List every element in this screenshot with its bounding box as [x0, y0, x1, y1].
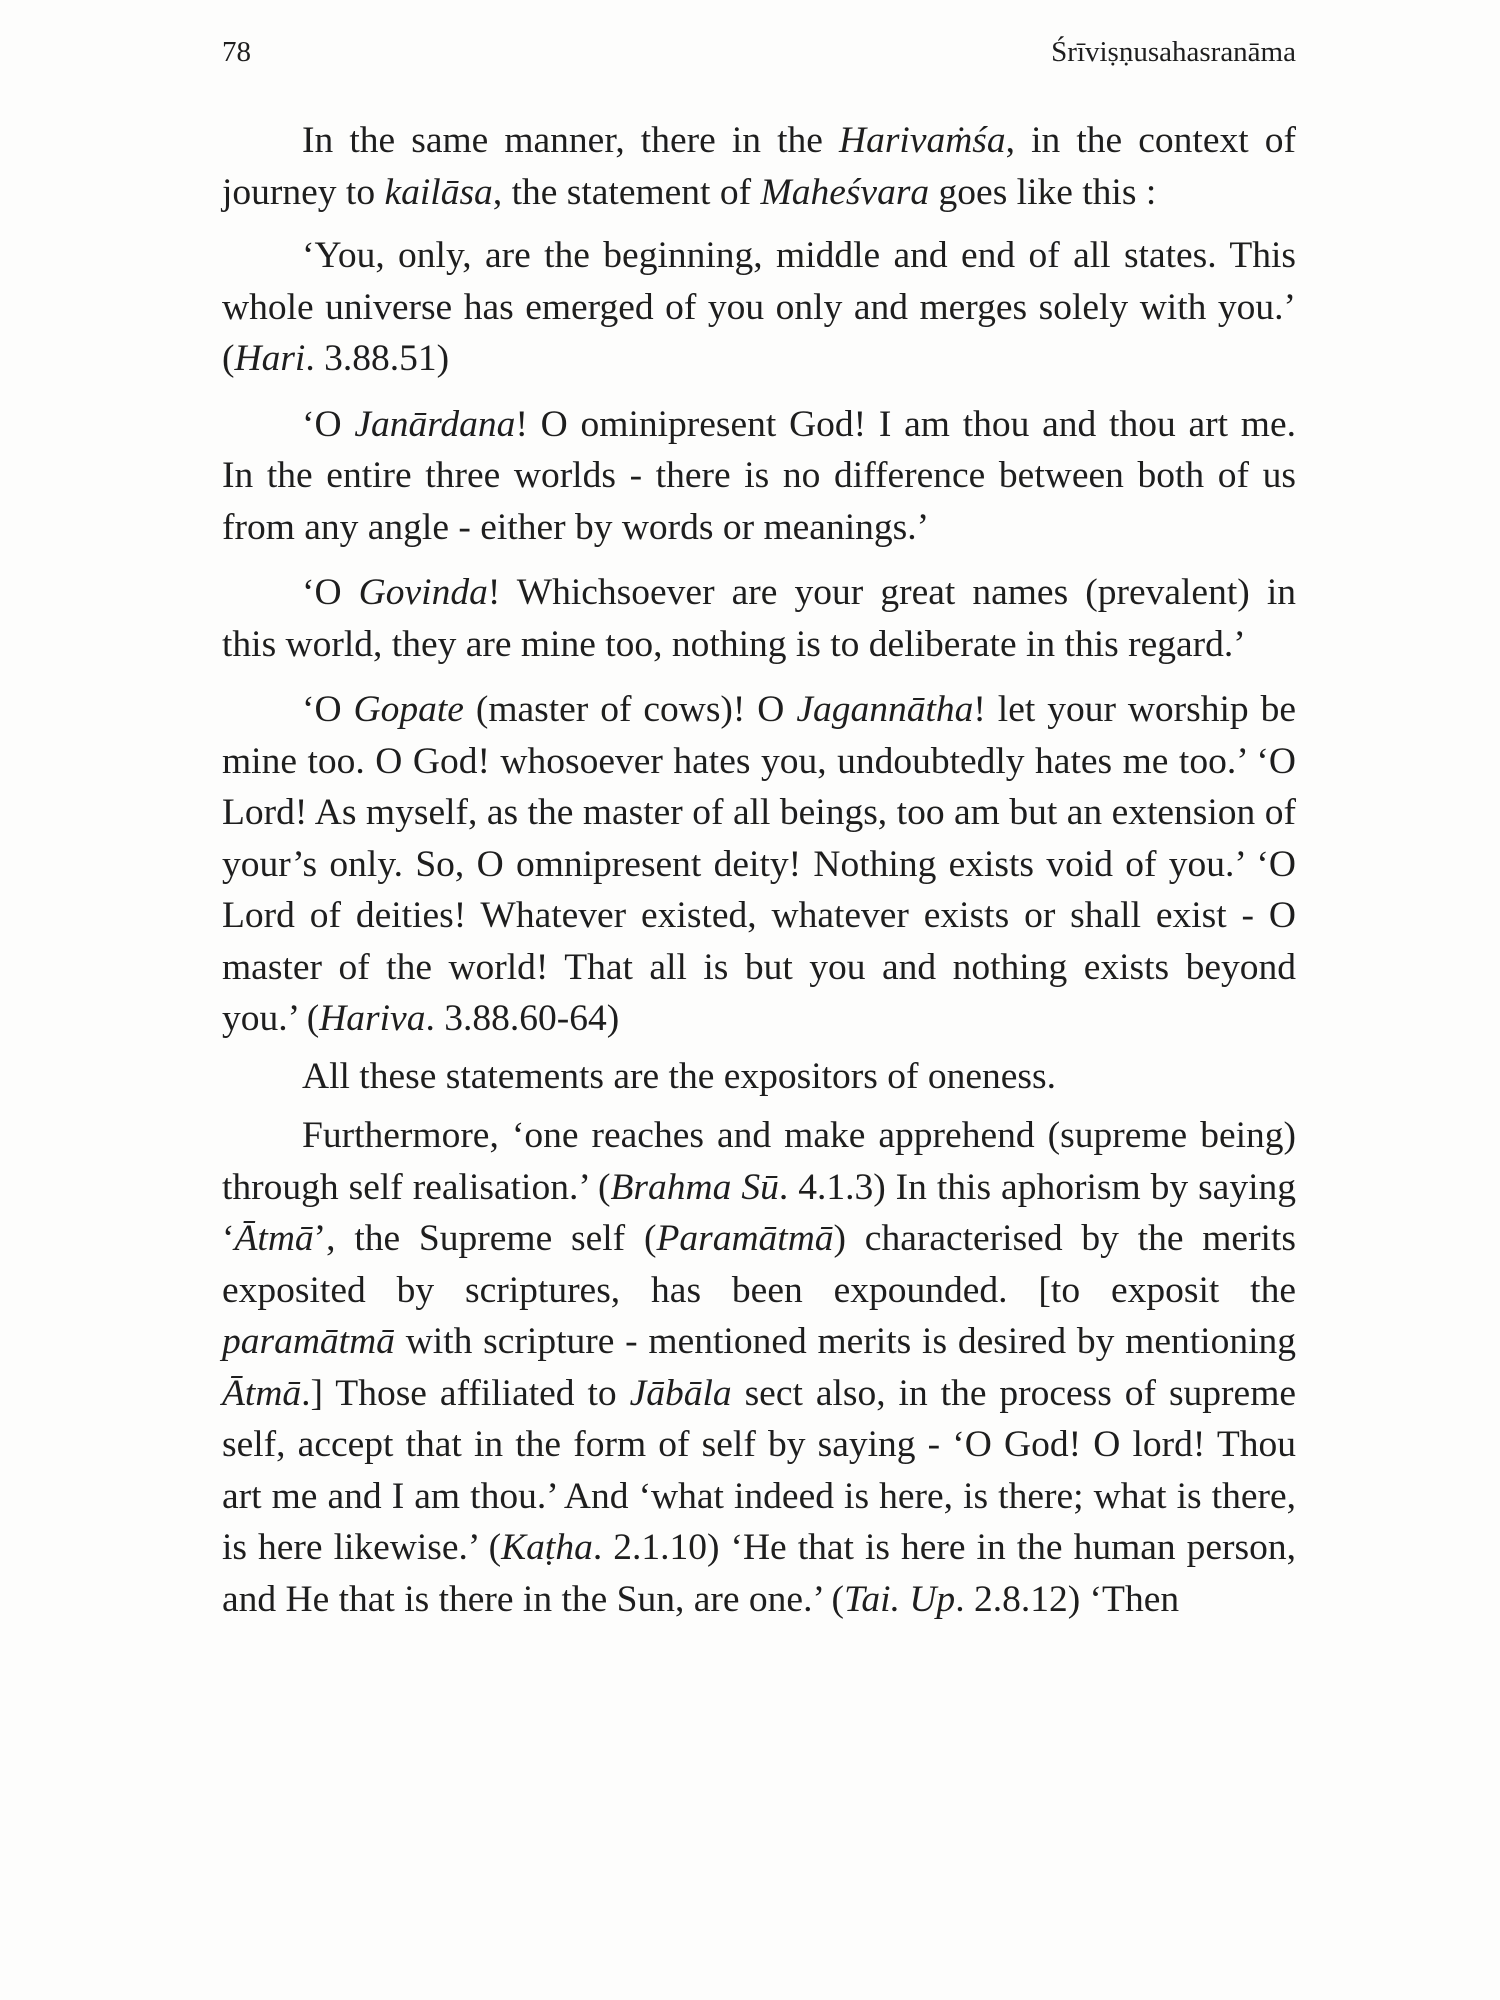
italic-term: paramātmā [222, 1321, 395, 1362]
italic-term: Ātmā [234, 1218, 314, 1259]
text-run: . 3.88.60-64) [425, 998, 620, 1039]
text-run: . 2.1.10) ‘He that is here in the human person, and He that is there in the Sun, are one.’ ( [222, 1527, 1296, 1620]
italic-term: Janārdana [354, 403, 516, 445]
text-run: . 3.88.51) [305, 338, 450, 379]
paragraph [222, 115, 1296, 218]
italic-term: Ātmā [222, 1372, 302, 1414]
italic-term: kailāsa [384, 171, 493, 213]
paragraph [222, 567, 1296, 670]
italic-term: Jābāla [629, 1372, 732, 1414]
paragraph [222, 684, 1296, 1045]
italic-term: Govinda [358, 572, 488, 613]
page-header [222, 36, 1296, 76]
text-run: In the same manner, there in the [302, 120, 839, 161]
italic-term: Brahma Sū [610, 1166, 779, 1208]
running-title: Śrīviṣṇusahasranāma [1051, 36, 1296, 68]
text-run: ! Whichsoever are your great names (prevalent) in this world, they are mine too, nothing is to deliberate in this regard.’ [222, 572, 1296, 665]
text-run: . 4.1.3) In this aphorism by saying ‘ [222, 1166, 1296, 1259]
italic-term: Hari [234, 338, 306, 379]
italic-term: Jagannātha [796, 689, 974, 730]
paragraph [222, 399, 1296, 554]
italic-term: Hariva [319, 998, 426, 1039]
text-run: ’, the Supreme self ( [313, 1218, 657, 1259]
text-run: ‘O [302, 403, 355, 445]
text-run: goes like this : [929, 171, 1157, 213]
italic-term: Harivaṁśa [838, 120, 1006, 161]
italic-term: Paramātmā [656, 1218, 834, 1259]
paragraph [222, 230, 1296, 385]
text-run: with scripture - mentioned merits is desired by mentioning [394, 1321, 1296, 1362]
text-run: (master of cows)! O [463, 689, 797, 730]
body-text [222, 115, 1296, 1637]
text-run: ! let your worship be mine too. O God! whosoever hates you, undoubtedly hates me too.’ ‘O Lord! As myself, as the master of all beings, too am but an extension of your’s only. So, O omnipresent deity! Nothing exists void of you.’ ‘O Lord of deities! Whatever existed, whatever exists or shall exist - O master of the world! That all is but you and nothing exists beyond you.’ ( [222, 689, 1296, 1039]
text-run: ‘O [302, 689, 354, 730]
text-run: , in the context of journey to [222, 120, 1296, 213]
text-run: sect also, in the process of supreme self, accept that in the form of self by saying - ‘O God! O lord! Thou art me and I am thou.’ And ‘what indeed is here, is there; what is there, is here likewise.’ ( [222, 1372, 1297, 1568]
text-run: ) characterised by the merits exposited by scriptures, has been expounded. [to exposit the [222, 1218, 1296, 1311]
text-run: All these statements are the expositors of oneness. [302, 1055, 1056, 1097]
italic-term: Tai. Up [844, 1578, 956, 1620]
text-run: ! O ominipresent God! I am thou and thou art me. In the entire three worlds - there is no difference between both of us from any angle - either by words or meanings.’ [222, 403, 1296, 548]
text-run: . 2.8.12) ‘Then [955, 1578, 1180, 1620]
paragraph [222, 1051, 1296, 1103]
italic-term: Gopate [353, 689, 464, 730]
text-run: , the statement of [492, 171, 761, 213]
paragraph [222, 1110, 1296, 1625]
text-run: Furthermore, ‘one reaches and make apprehend (supreme being) through self realisation.’ ( [222, 1115, 1296, 1208]
text-run: .] Those affiliated to [301, 1372, 630, 1414]
text-run: ‘O [302, 572, 359, 613]
italic-term: Kaṭha [501, 1527, 593, 1568]
italic-term: Maheśvara [760, 171, 930, 213]
text-run: ‘You, only, are the beginning, middle and end of all states. This whole universe has emerged of you only and merges solely with you.’ ( [222, 235, 1296, 379]
page-number: 78 [222, 36, 251, 68]
